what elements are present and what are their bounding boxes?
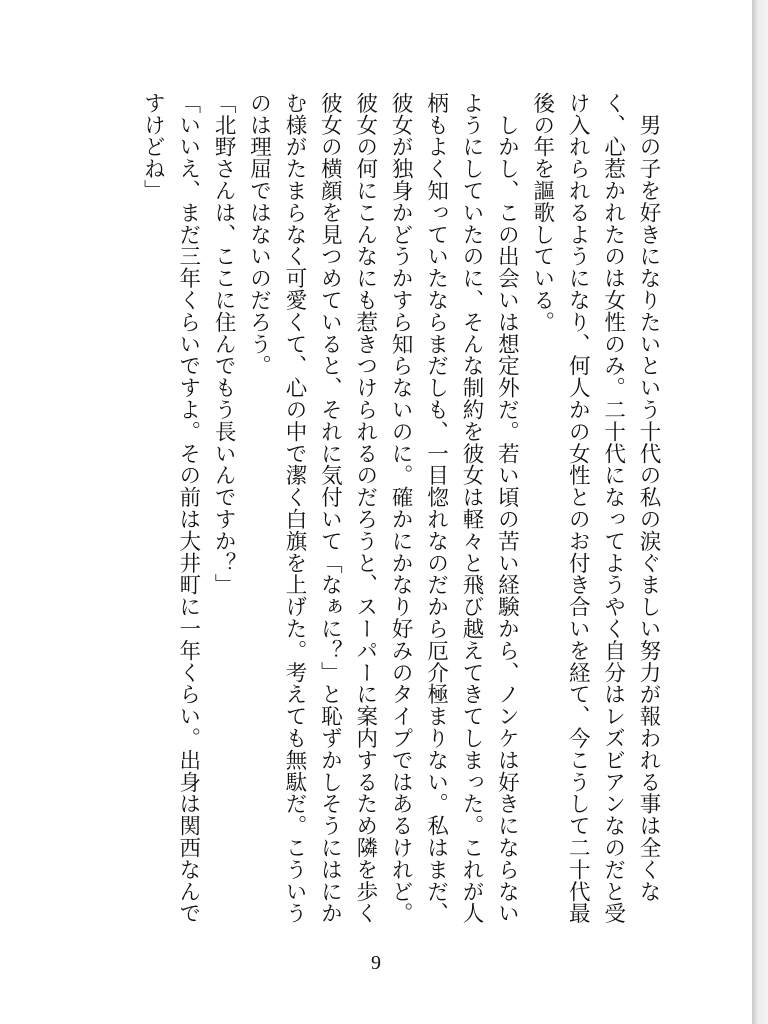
page-number: 9 — [371, 952, 381, 974]
dialogue-line: 「北野さんは、ここに住んでもう長いんですか？」 — [211, 92, 237, 596]
page-edge-shadow — [752, 0, 768, 1024]
paragraph: しかし、この出会いは想定外だ。若い頃の苦い経験から、ノンケは好きにならないようにしていたのに、そんな制約を彼女は軽々と飛び越えてきてしまった。これが人柄もよく知っていたならまだしも、一目惚れなのだから厄介極まりない。私はまだ、彼女が独身かどうかすら知らないのに。確かにかなり好みのタイプではあるけれど。彼女の何にこんなにも惹きつけられるのだろうと、スーパーに案内するため隣を歩く彼女の横顔を見つめていると、それに気付いて「なぁに？」と恥ずかしそうにはにかむ様がたまらなく可愛くて、心の中で潔く白旗を上げた。考えても無駄だ。こういうのは理屈ではないのだろう。 — [246, 92, 520, 925]
vertical-text-body — [135, 92, 666, 932]
paragraph: 男の子を好きになりたいという十代の私の涙ぐましい努力が報われる事は全くなく、心惹かれたのは女性のみ。二十代になってようやく自分はレズビアンなのだと受け入れられるようになり、何人かの女性とのお付き合いを経て、今こうして二十代最後の年を謳歌している。 — [529, 92, 661, 925]
dialogue-line: 「いいえ、まだ三年くらいですよ。その前は大井町に一年くらい。出身は関西なんですけどね」 — [140, 92, 201, 925]
